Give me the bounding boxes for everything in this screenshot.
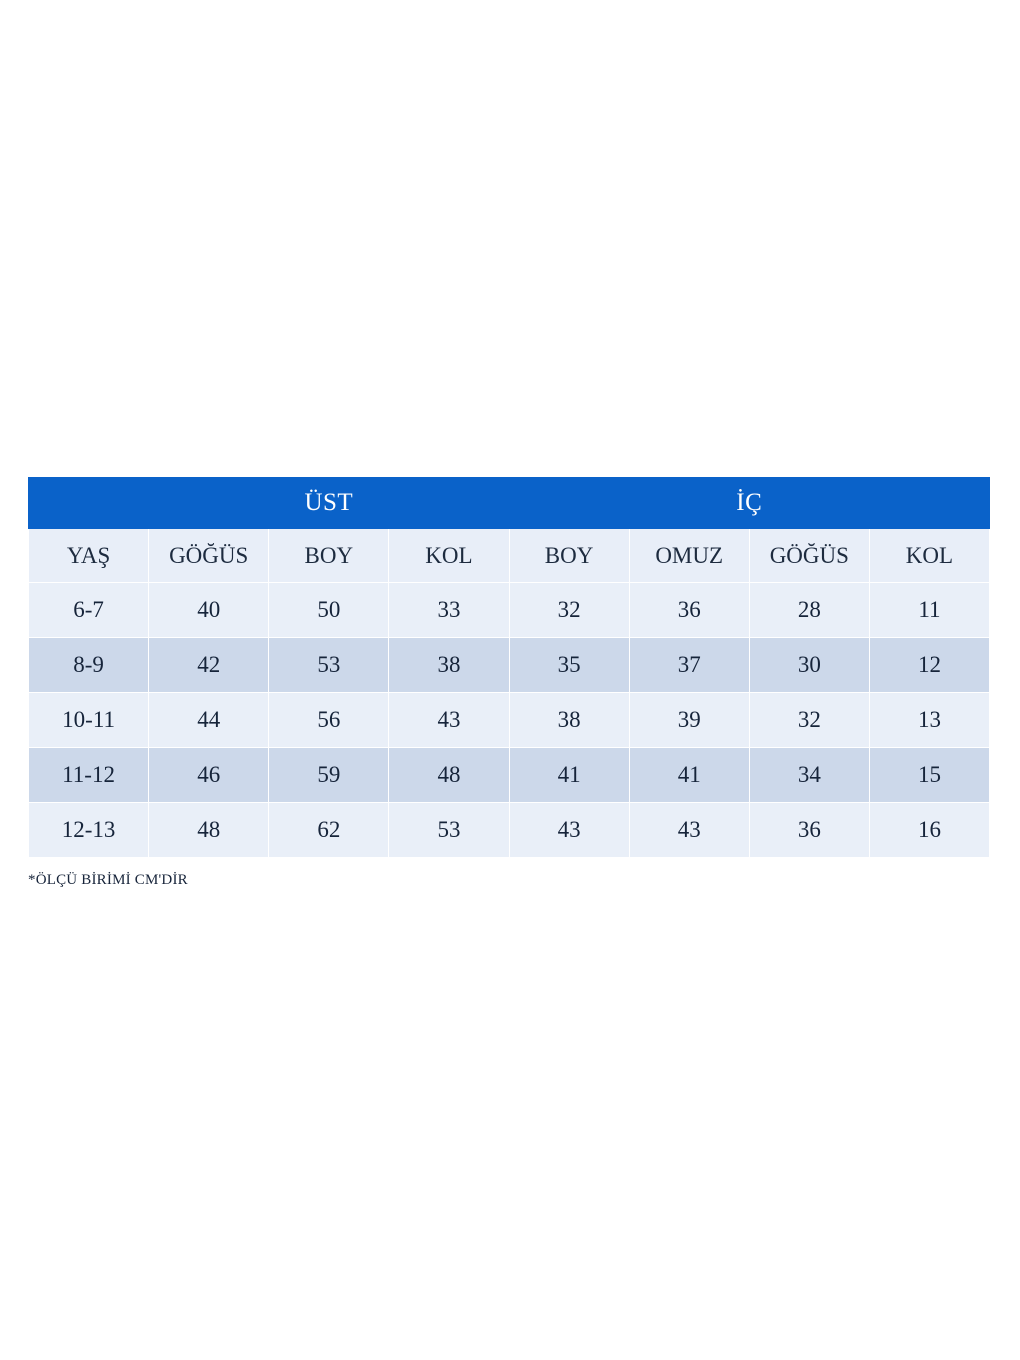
cell-ust-gogus: 40 bbox=[149, 583, 269, 638]
cell-ust-boy: 56 bbox=[269, 693, 389, 748]
table-row bbox=[29, 638, 990, 693]
table-row bbox=[29, 748, 990, 803]
cell-age: 11-12 bbox=[29, 748, 149, 803]
measurement-unit-note: *ÖLÇÜ BİRİMİ CM'DİR bbox=[28, 872, 188, 888]
cell-ic-gogus: 28 bbox=[749, 583, 869, 638]
cell-age: 10-11 bbox=[29, 693, 149, 748]
cell-ust-kol: 48 bbox=[389, 748, 509, 803]
cell-ic-boy: 43 bbox=[509, 803, 629, 858]
cell-age: 8-9 bbox=[29, 638, 149, 693]
cell-ic-kol: 16 bbox=[869, 803, 989, 858]
cell-ic-kol: 11 bbox=[869, 583, 989, 638]
cell-ic-gogus: 32 bbox=[749, 693, 869, 748]
cell-ic-omuz: 36 bbox=[629, 583, 749, 638]
column-header-ic-boy: BOY bbox=[509, 529, 629, 583]
cell-ic-boy: 38 bbox=[509, 693, 629, 748]
column-header-ic-kol: KOL bbox=[869, 529, 989, 583]
table-row bbox=[29, 583, 990, 638]
column-header-ust-kol: KOL bbox=[389, 529, 509, 583]
cell-ic-boy: 41 bbox=[509, 748, 629, 803]
cell-age: 12-13 bbox=[29, 803, 149, 858]
cell-age: 6-7 bbox=[29, 583, 149, 638]
cell-ic-gogus: 34 bbox=[749, 748, 869, 803]
cell-ic-gogus: 36 bbox=[749, 803, 869, 858]
cell-ust-kol: 53 bbox=[389, 803, 509, 858]
table-column-header-row bbox=[29, 529, 990, 583]
cell-ic-boy: 35 bbox=[509, 638, 629, 693]
cell-ust-gogus: 42 bbox=[149, 638, 269, 693]
cell-ic-omuz: 41 bbox=[629, 748, 749, 803]
column-header-ust-gogus: GÖĞÜS bbox=[149, 529, 269, 583]
cell-ic-gogus: 30 bbox=[749, 638, 869, 693]
group-header-ust: ÜST bbox=[149, 478, 509, 529]
cell-ic-omuz: 43 bbox=[629, 803, 749, 858]
column-header-ic-gogus: GÖĞÜS bbox=[749, 529, 869, 583]
cell-ust-boy: 53 bbox=[269, 638, 389, 693]
size-chart bbox=[28, 477, 990, 889]
column-header-ust-boy: BOY bbox=[269, 529, 389, 583]
cell-ust-boy: 50 bbox=[269, 583, 389, 638]
table-row bbox=[29, 803, 990, 858]
table-group-header-row bbox=[29, 478, 990, 529]
cell-ust-boy: 62 bbox=[269, 803, 389, 858]
group-header-ic: İÇ bbox=[509, 478, 990, 529]
cell-ust-kol: 33 bbox=[389, 583, 509, 638]
cell-ust-boy: 59 bbox=[269, 748, 389, 803]
cell-ic-boy: 32 bbox=[509, 583, 629, 638]
column-header-ic-omuz: OMUZ bbox=[629, 529, 749, 583]
cell-ust-kol: 38 bbox=[389, 638, 509, 693]
cell-ic-kol: 15 bbox=[869, 748, 989, 803]
cell-ic-omuz: 39 bbox=[629, 693, 749, 748]
table-row bbox=[29, 693, 990, 748]
cell-ic-kol: 12 bbox=[869, 638, 989, 693]
size-chart-table bbox=[28, 477, 990, 858]
cell-ic-kol: 13 bbox=[869, 693, 989, 748]
cell-ust-gogus: 44 bbox=[149, 693, 269, 748]
column-header-yas: YAŞ bbox=[29, 529, 149, 583]
cell-ic-omuz: 37 bbox=[629, 638, 749, 693]
cell-ust-kol: 43 bbox=[389, 693, 509, 748]
cell-ust-gogus: 48 bbox=[149, 803, 269, 858]
group-header-empty bbox=[29, 478, 149, 529]
cell-ust-gogus: 46 bbox=[149, 748, 269, 803]
